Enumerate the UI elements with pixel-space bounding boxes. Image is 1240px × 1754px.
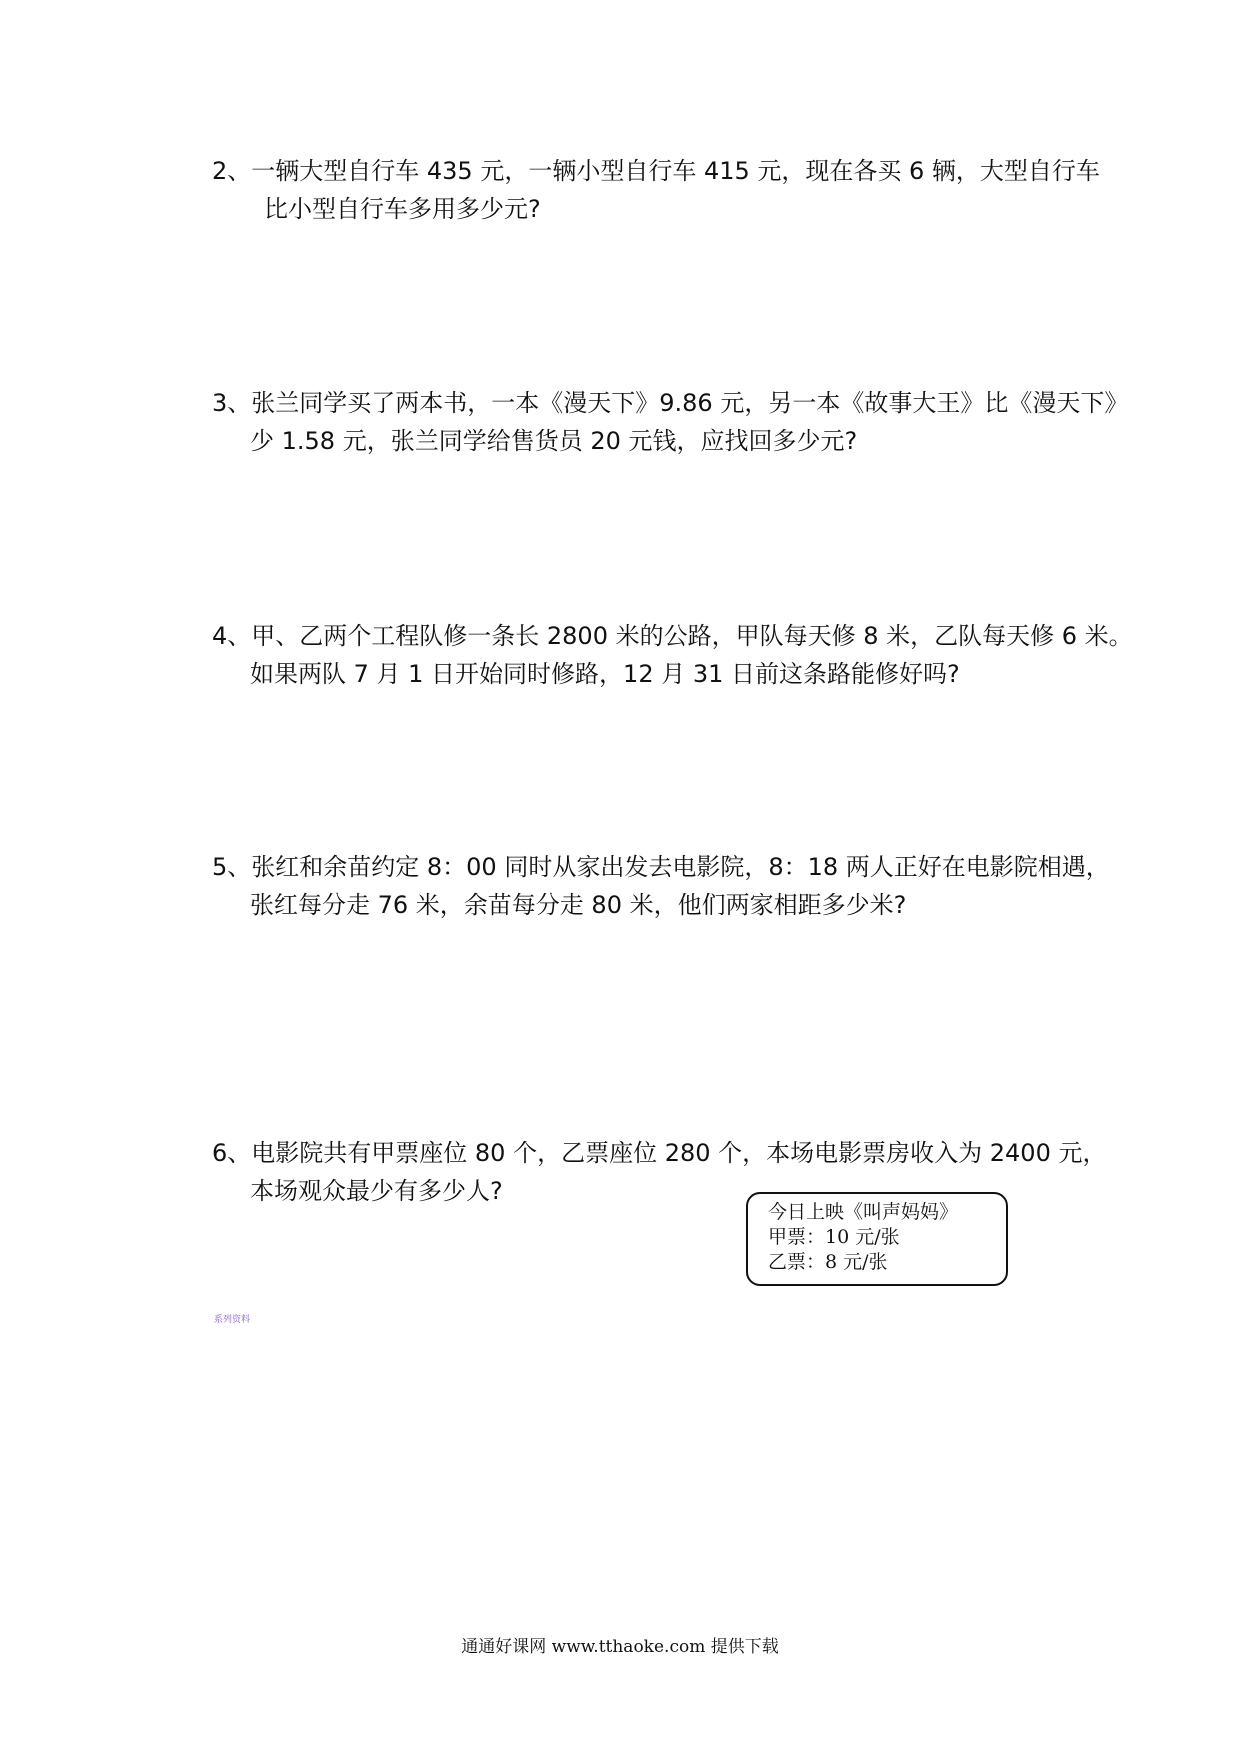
- problem-6-line2: 本场观众最少有多少人?: [250, 1177, 503, 1205]
- problem-2-line1: 2、一辆大型自行车 435 元，一辆小型自行车 415 元，现在各买 6 辆，大型自行车: [212, 157, 1100, 185]
- ticket-box-price-b: 乙票：8 元/张: [768, 1251, 888, 1273]
- footer-source: 通通好课网 www.tthaoke.com 提供下载: [461, 1637, 779, 1657]
- problem-2: [212, 152, 1142, 228]
- problem-4-line1: 4、甲、乙两个工程队修一条长 2800 米的公路，甲队每天修 8 米，乙队每天修 6 米。: [212, 622, 1133, 650]
- problem-6-line1: 6、电影院共有甲票座位 80 个，乙票座位 280 个，本场电影票房收入为 2400 元，: [212, 1139, 1107, 1167]
- problem-5-line2: 张红每分走 76 米，余苗每分走 80 米，他们两家相距多少米?: [250, 891, 907, 919]
- problem-5: [212, 848, 1142, 924]
- ticket-box-price-a: 甲票：10 元/张: [768, 1226, 900, 1248]
- problem-5-line1: 5、张红和余苗约定 8：00 同时从家出发去电影院，8：18 两人正好在电影院相遇，: [212, 853, 1110, 881]
- problem-3-line2: 少 1.58 元，张兰同学给售货员 20 元钱，应找回多少元?: [250, 427, 858, 455]
- ticket-box-movie: 今日上映《叫声妈妈》: [768, 1201, 959, 1223]
- problem-3-line1: 3、张兰同学买了两本书，一本《漫天下》9.86 元，另一本《故事大王》比《漫天下》: [212, 389, 1129, 417]
- problem-2-line2: 比小型自行车多用多少元?: [264, 195, 541, 223]
- ticket-price-box: [746, 1192, 1008, 1286]
- problem-4-line2: 如果两队 7 月 1 日开始同时修路，12 月 31 日前这条路能修好吗?: [250, 660, 960, 688]
- problem-4: [212, 617, 1142, 693]
- series-note: 系列资料: [214, 1315, 251, 1325]
- problem-3: [212, 384, 1142, 460]
